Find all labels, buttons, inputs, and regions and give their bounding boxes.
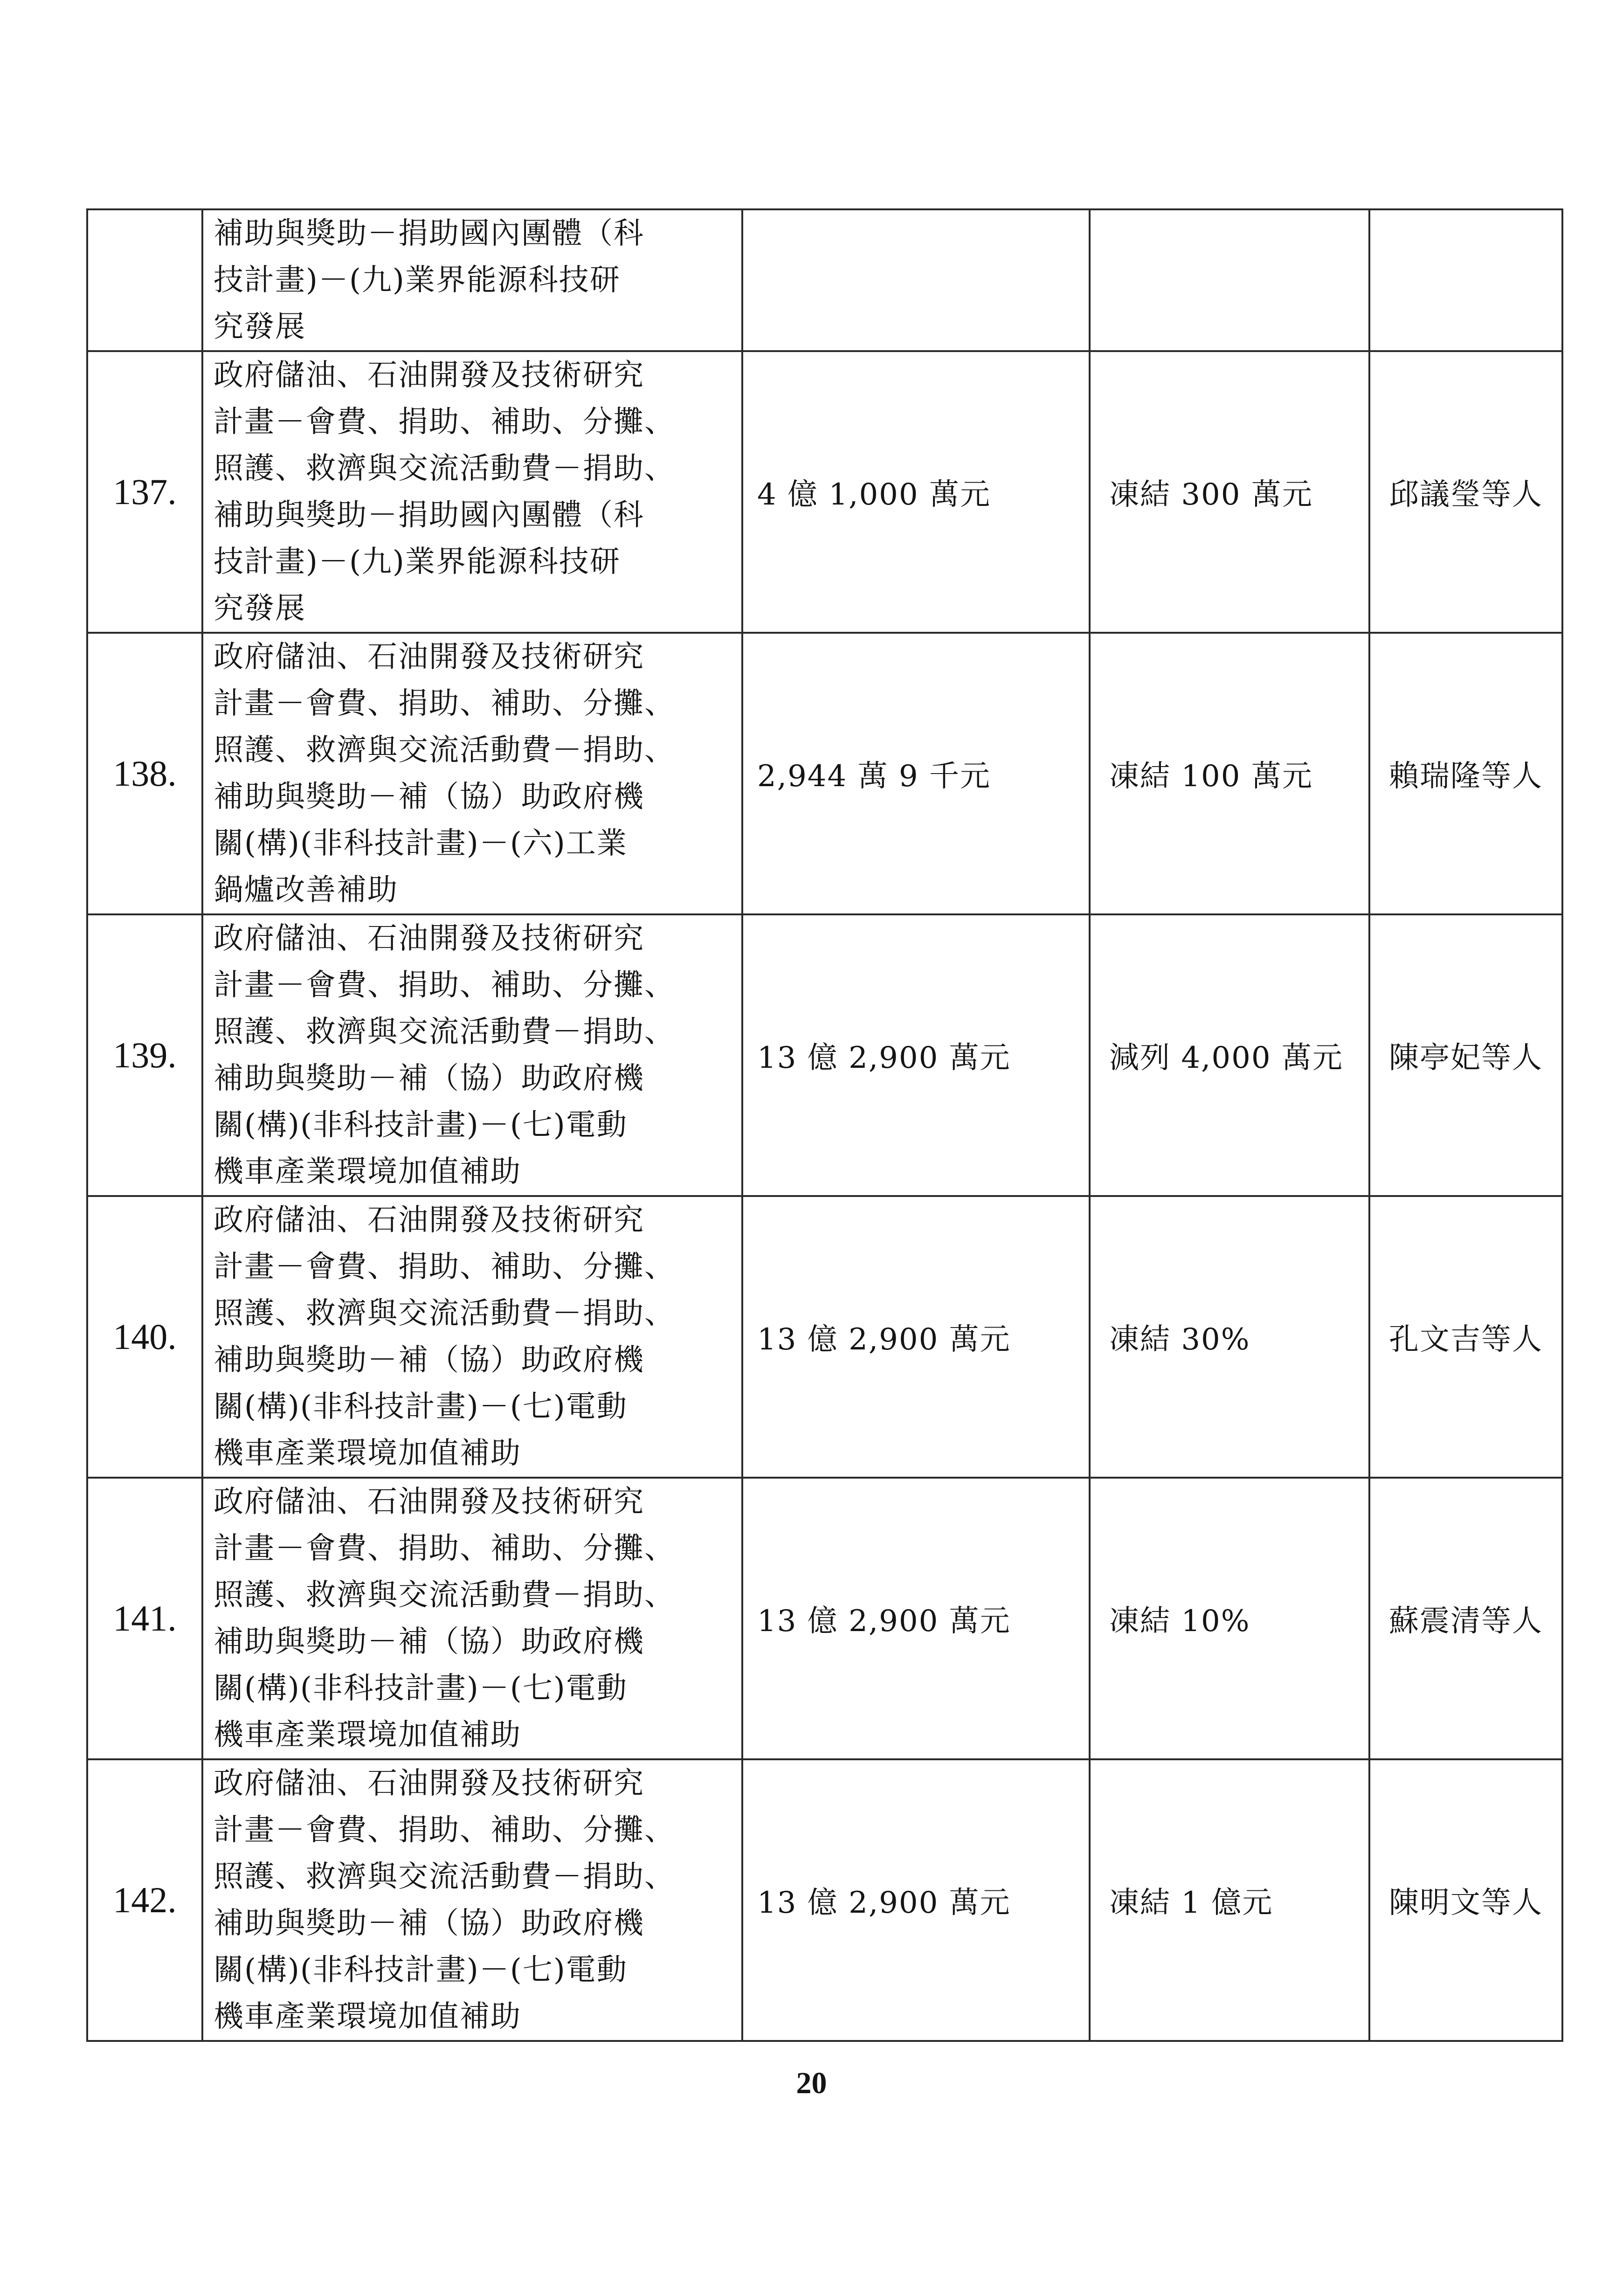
table-row	[87, 633, 1562, 914]
budget-item-cell	[202, 914, 742, 1196]
row-number	[87, 209, 202, 351]
item-line: 政府儲油、石油開發及技術研究	[214, 640, 644, 674]
item-line: 機車產業環境加值補助	[214, 1999, 521, 2034]
row-number: 137.	[87, 351, 202, 633]
page-number: 20	[796, 2066, 827, 2100]
item-line: 計畫－會費、捐助、補助、分攤、	[214, 405, 675, 439]
item-line: 關(構)(非科技計畫)－(七)電動	[214, 1953, 628, 1987]
budget-item-cell	[202, 1196, 742, 1478]
table-row	[87, 914, 1562, 1196]
row-number: 141.	[87, 1478, 202, 1759]
item-line: 照護、救濟與交流活動費－捐助、	[214, 451, 675, 486]
item-line: 照護、救濟與交流活動費－捐助、	[214, 1578, 675, 1612]
budget-amount	[742, 209, 1090, 351]
budget-amount: 13 億 2,900 萬元	[742, 914, 1090, 1196]
budget-amount: 13 億 2,900 萬元	[742, 1196, 1090, 1478]
table-row	[87, 1478, 1562, 1759]
table-row	[87, 1759, 1562, 2041]
row-number: 139.	[87, 914, 202, 1196]
item-line: 究發展	[214, 310, 306, 344]
item-line: 關(構)(非科技計畫)－(七)電動	[214, 1390, 628, 1424]
item-line: 機車產業環境加值補助	[214, 1718, 521, 1752]
budget-amount: 13 億 2,900 萬元	[742, 1759, 1090, 2041]
item-line: 關(構)(非科技計畫)－(六)工業	[214, 826, 628, 861]
item-line: 關(構)(非科技計畫)－(七)電動	[214, 1108, 628, 1142]
proposed-action: 凍結 300 萬元	[1090, 351, 1369, 633]
item-line: 照護、救濟與交流活動費－捐助、	[214, 1860, 675, 1894]
proposed-action	[1090, 209, 1369, 351]
item-line: 計畫－會費、捐助、補助、分攤、	[214, 968, 675, 1003]
item-line: 政府儲油、石油開發及技術研究	[214, 1485, 644, 1519]
budget-amount: 2,944 萬 9 千元	[742, 633, 1090, 914]
item-line: 補助與獎助－補（協）助政府機	[214, 780, 644, 814]
item-line: 照護、救濟與交流活動費－捐助、	[214, 1015, 675, 1049]
row-number: 138.	[87, 633, 202, 914]
item-line: 計畫－會費、捐助、補助、分攤、	[214, 686, 675, 721]
item-line: 照護、救濟與交流活動費－捐助、	[214, 1296, 675, 1331]
proposer-name: 邱議瑩等人	[1369, 351, 1562, 633]
item-line: 機車產業環境加值補助	[214, 1155, 521, 1189]
item-line: 補助與獎助－捐助國內團體（科	[214, 498, 644, 533]
budget-item-cell	[202, 1478, 742, 1759]
proposed-action: 凍結 30%	[1090, 1196, 1369, 1478]
proposer-name: 陳明文等人	[1369, 1759, 1562, 2041]
budget-item-cell	[202, 209, 742, 351]
budget-motion-table	[86, 208, 1563, 2042]
proposer-name: 蘇震清等人	[1369, 1478, 1562, 1759]
proposer-name: 陳亭妃等人	[1369, 914, 1562, 1196]
budget-item-cell	[202, 633, 742, 914]
item-line: 補助與獎助－補（協）助政府機	[214, 1625, 644, 1659]
item-line: 補助與獎助－補（協）助政府機	[214, 1061, 644, 1096]
table-row	[87, 1196, 1562, 1478]
item-line: 補助與獎助－捐助國內團體（科	[214, 216, 644, 251]
table-row	[87, 209, 1562, 351]
item-line: 關(構)(非科技計畫)－(七)電動	[214, 1671, 628, 1706]
budget-item-cell	[202, 351, 742, 633]
item-line: 機車產業環境加值補助	[214, 1436, 521, 1471]
item-line: 計畫－會費、捐助、補助、分攤、	[214, 1531, 675, 1566]
item-line: 鍋爐改善補助	[214, 873, 398, 907]
item-line: 政府儲油、石油開發及技術研究	[214, 358, 644, 393]
item-line: 補助與獎助－補（協）助政府機	[214, 1343, 644, 1377]
row-number: 140.	[87, 1196, 202, 1478]
item-line: 計畫－會費、捐助、補助、分攤、	[214, 1813, 675, 1847]
item-line: 政府儲油、石油開發及技術研究	[214, 1766, 644, 1801]
item-line: 計畫－會費、捐助、補助、分攤、	[214, 1250, 675, 1284]
budget-item-cell	[202, 1759, 742, 2041]
proposer-name	[1369, 209, 1562, 351]
budget-amount: 13 億 2,900 萬元	[742, 1478, 1090, 1759]
item-line: 究發展	[214, 591, 306, 626]
proposed-action: 凍結 10%	[1090, 1478, 1369, 1759]
proposed-action: 凍結 100 萬元	[1090, 633, 1369, 914]
item-line: 技計畫)－(九)業界能源科技研	[214, 263, 621, 297]
proposed-action: 減列 4,000 萬元	[1090, 914, 1369, 1196]
item-line: 技計畫)－(九)業界能源科技研	[214, 545, 621, 579]
item-line: 政府儲油、石油開發及技術研究	[214, 1203, 644, 1238]
proposer-name: 孔文吉等人	[1369, 1196, 1562, 1478]
proposed-action: 凍結 1 億元	[1090, 1759, 1369, 2041]
item-line: 照護、救濟與交流活動費－捐助、	[214, 733, 675, 768]
item-line: 補助與獎助－補（協）助政府機	[214, 1906, 644, 1941]
item-line: 政府儲油、石油開發及技術研究	[214, 921, 644, 956]
proposer-name: 賴瑞隆等人	[1369, 633, 1562, 914]
row-number: 142.	[87, 1759, 202, 2041]
budget-amount: 4 億 1,000 萬元	[742, 351, 1090, 633]
table-row	[87, 351, 1562, 633]
